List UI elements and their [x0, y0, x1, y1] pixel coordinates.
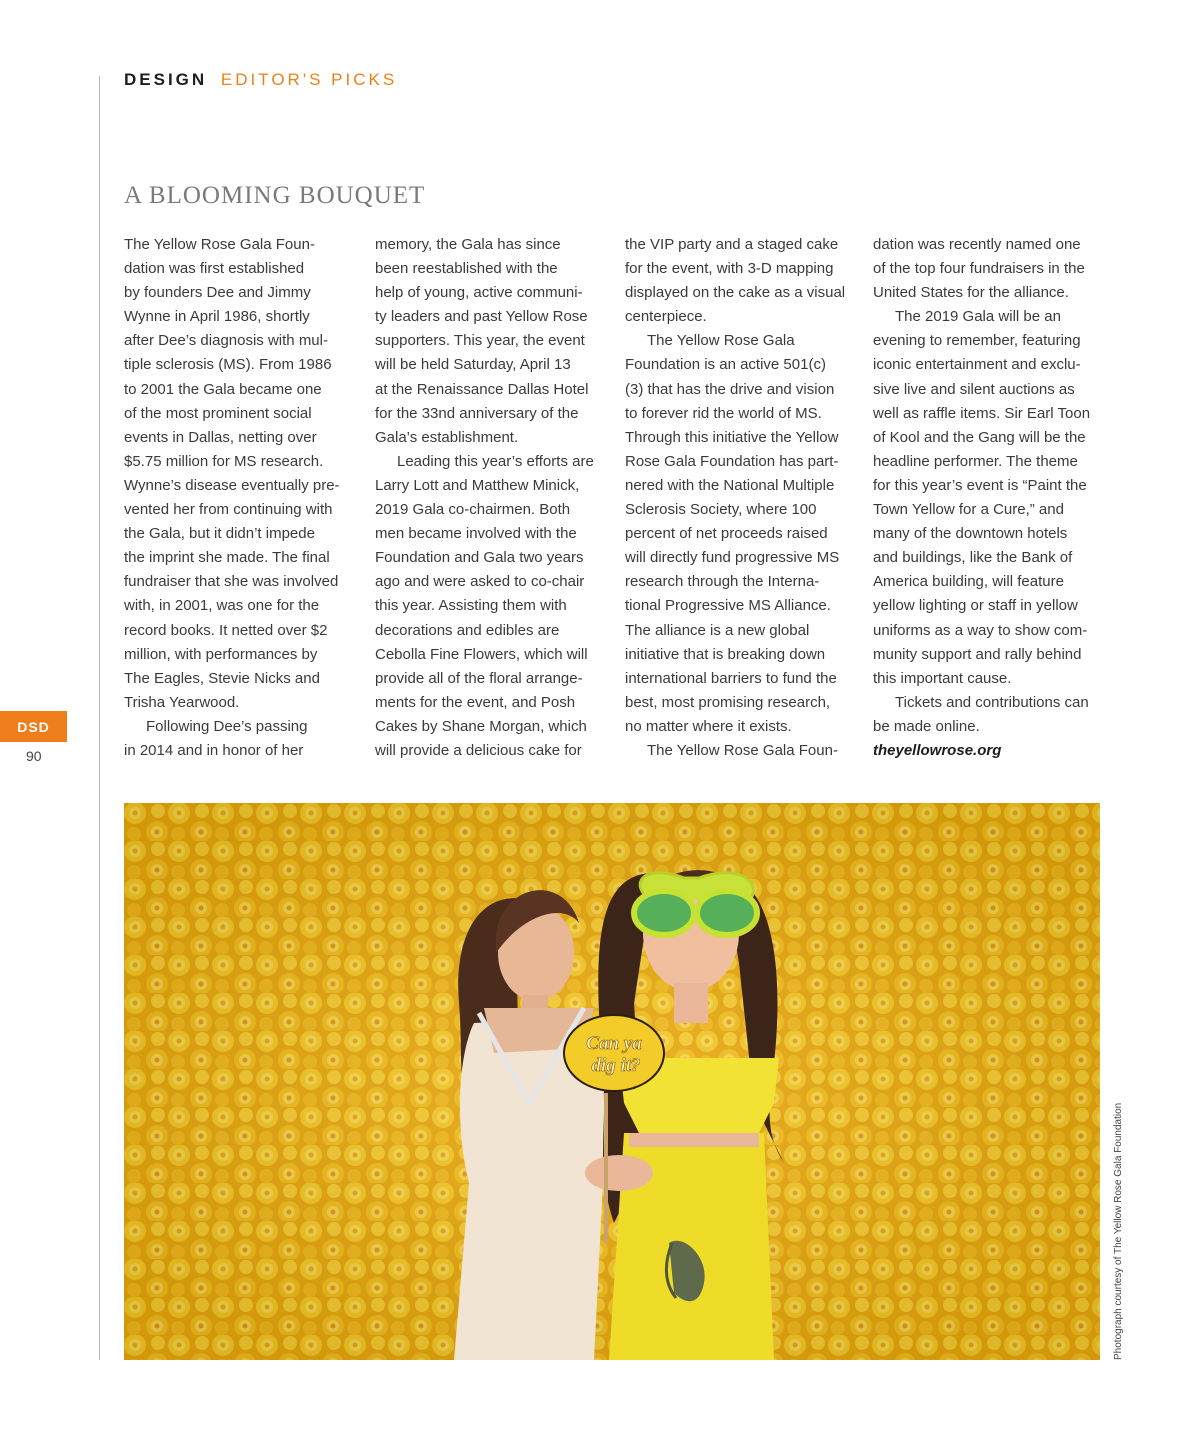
article-line: Cakes by Shane Morgan, which	[375, 717, 587, 735]
article-line: The Yellow Rose Gala Foun-	[124, 236, 315, 253]
article-line: sive live and silent auctions as	[873, 380, 1075, 398]
article-line: men became involved with the	[375, 525, 577, 543]
article-line: will be held Saturday, April 13	[375, 356, 571, 374]
article-line: for this year’s event is “Paint the	[873, 476, 1087, 494]
article-line: tiple sclerosis (MS). From 1986	[124, 356, 332, 374]
article-line: dation was recently named one	[873, 236, 1081, 253]
article-line: Through this initiative the Yellow	[625, 428, 839, 446]
section-label: DESIGN	[124, 70, 208, 89]
article-line: fundraiser that she was involved	[124, 573, 339, 591]
article-line: initiative that is breaking down	[625, 645, 826, 663]
photo-illustration	[124, 803, 1100, 1360]
article-line: headline performer. The theme	[873, 452, 1078, 470]
article-line: centerpiece.	[625, 308, 707, 326]
article-line: iconic entertainment and exclu-	[873, 356, 1081, 374]
article-line: research through the Interna-	[625, 573, 820, 591]
text-column-1	[124, 233, 360, 763]
text-column-3	[625, 233, 861, 763]
article-title: A BLOOMING BOUQUET	[124, 182, 426, 209]
magazine-tab: DSD	[0, 711, 67, 742]
article-line: nered with the National Multiple	[625, 476, 835, 494]
left-margin-rule	[99, 76, 100, 1360]
article-line: be made online.	[873, 717, 980, 735]
article-line: and buildings, like the Bank of	[873, 549, 1073, 567]
article-line: with, in 2001, was one for the	[124, 597, 320, 615]
article-line: supporters. This year, the event	[375, 332, 585, 350]
article-line: at the Renaissance Dallas Hotel	[375, 380, 589, 398]
article-line: for the event, with 3-D mapping	[625, 260, 834, 278]
gala-photo	[124, 803, 1100, 1360]
text-column-4	[873, 233, 1109, 763]
article-line: of the most prominent social	[124, 404, 312, 422]
page-number: 90	[26, 748, 42, 764]
article-line: provide all of the floral arrange-	[375, 669, 583, 687]
article-line: Foundation and Gala two years	[375, 549, 584, 567]
article-line: this year. Assisting them with	[375, 597, 567, 615]
article-line: the VIP party and a staged cake	[625, 236, 839, 253]
article-line: $5.75 million for MS research.	[124, 452, 324, 470]
article-line: Following Dee’s passing	[146, 717, 308, 735]
article-line: of Kool and the Gang will be the	[873, 428, 1086, 446]
section-header	[124, 70, 397, 90]
article-line: The Eagles, Stevie Nicks and	[124, 669, 320, 687]
article-body	[124, 233, 1109, 773]
article-line: Sclerosis Society, where 100	[625, 501, 817, 519]
article-line: United States for the alliance.	[873, 284, 1069, 302]
article-line: this important cause.	[873, 669, 1012, 687]
article-line: well as raffle items. Sir Earl Toon	[873, 404, 1091, 422]
article-line: for the 33nd anniversary of the	[375, 404, 579, 422]
article-line: ty leaders and past Yellow Rose	[375, 308, 588, 326]
article-line: decorations and edibles are	[375, 621, 560, 639]
subsection-label: EDITOR'S PICKS	[220, 70, 398, 89]
article-line: (3) that has the drive and vision	[625, 380, 835, 398]
text-column-2	[375, 233, 611, 763]
article-line: ago and were asked to co-chair	[375, 573, 585, 591]
website-link[interactable]: theyellowrose.org	[873, 741, 1002, 759]
article-line: The alliance is a new global	[625, 621, 810, 639]
article-line: Larry Lott and Matthew Minick,	[375, 476, 580, 494]
article-line: Trisha Yearwood.	[124, 693, 240, 711]
article-line: in 2014 and in honor of her	[124, 741, 304, 759]
article-line: Town Yellow for a Cure,” and	[873, 501, 1064, 519]
article-line: Wynne’s disease eventually pre-	[124, 476, 340, 494]
article-line: events in Dallas, netting over	[124, 428, 317, 446]
article-line: The Yellow Rose Gala Foun-	[647, 741, 838, 759]
article-line: tional Progressive MS Alliance.	[625, 597, 831, 615]
article-line: ments for the event, and Posh	[375, 693, 576, 711]
article-line: uniforms as a way to show com-	[873, 621, 1088, 639]
article-line: vented her from continuing with	[124, 501, 333, 519]
article-line: will directly fund progressive MS	[625, 549, 840, 567]
photo-booth-sign	[564, 1015, 664, 1091]
article-line: The 2019 Gala will be an	[895, 308, 1061, 326]
article-line: of the top four fundraisers in the	[873, 260, 1085, 278]
article-line: Foundation is an active 501(c)	[625, 356, 826, 374]
article-line: Leading this year’s efforts are	[397, 452, 594, 470]
article-line: Gala’s establishment.	[375, 428, 519, 446]
sign-text-line1: Can ya	[586, 1033, 642, 1054]
article-line: no matter where it exists.	[625, 717, 792, 735]
article-line: record books. It netted over $2	[124, 621, 328, 639]
article-line: displayed on the cake as a visual	[625, 284, 846, 302]
article-line: munity support and rally behind	[873, 645, 1082, 663]
article-line: by founders Dee and Jimmy	[124, 284, 311, 302]
article-line: best, most promising research,	[625, 693, 831, 711]
article-line: the Gala, but it didn’t impede	[124, 525, 315, 543]
article-line: the imprint she made. The final	[124, 549, 330, 567]
article-line: America building, will feature	[873, 573, 1064, 591]
article-line: memory, the Gala has since	[375, 236, 561, 253]
article-line: percent of net proceeds raised	[625, 525, 828, 543]
article-line: dation was first established	[124, 260, 305, 278]
article-line: help of young, active communi-	[375, 284, 583, 302]
article-line: million, with performances by	[124, 645, 318, 663]
woman-right	[598, 870, 784, 1360]
article-line: many of the downtown hotels	[873, 525, 1068, 543]
article-line: Tickets and contributions can	[895, 693, 1089, 711]
article-line: Cebolla Fine Flowers, which will	[375, 645, 588, 663]
article-line: to 2001 the Gala became one	[124, 380, 322, 398]
article-line: The Yellow Rose Gala	[647, 332, 795, 350]
article-line: Rose Gala Foundation has part-	[625, 452, 839, 470]
article-line: evening to remember, featuring	[873, 332, 1081, 350]
article-line: Wynne in April 1986, shortly	[124, 308, 310, 326]
article-line: been reestablished with the	[375, 260, 558, 278]
article-line: yellow lighting or staff in yellow	[873, 597, 1078, 615]
article-line: to forever rid the world of MS.	[625, 404, 822, 422]
sign-text-line2: dig it?	[591, 1055, 641, 1076]
article-line: international barriers to fund the	[625, 669, 837, 687]
photo-credit: Photograph courtesy of The Yellow Rose Gala Foundation	[1113, 1102, 1124, 1360]
article-line: after Dee’s diagnosis with mul-	[124, 332, 328, 350]
article-line: 2019 Gala co-chairmen. Both	[375, 501, 571, 519]
article-line: will provide a delicious cake for	[375, 741, 582, 759]
